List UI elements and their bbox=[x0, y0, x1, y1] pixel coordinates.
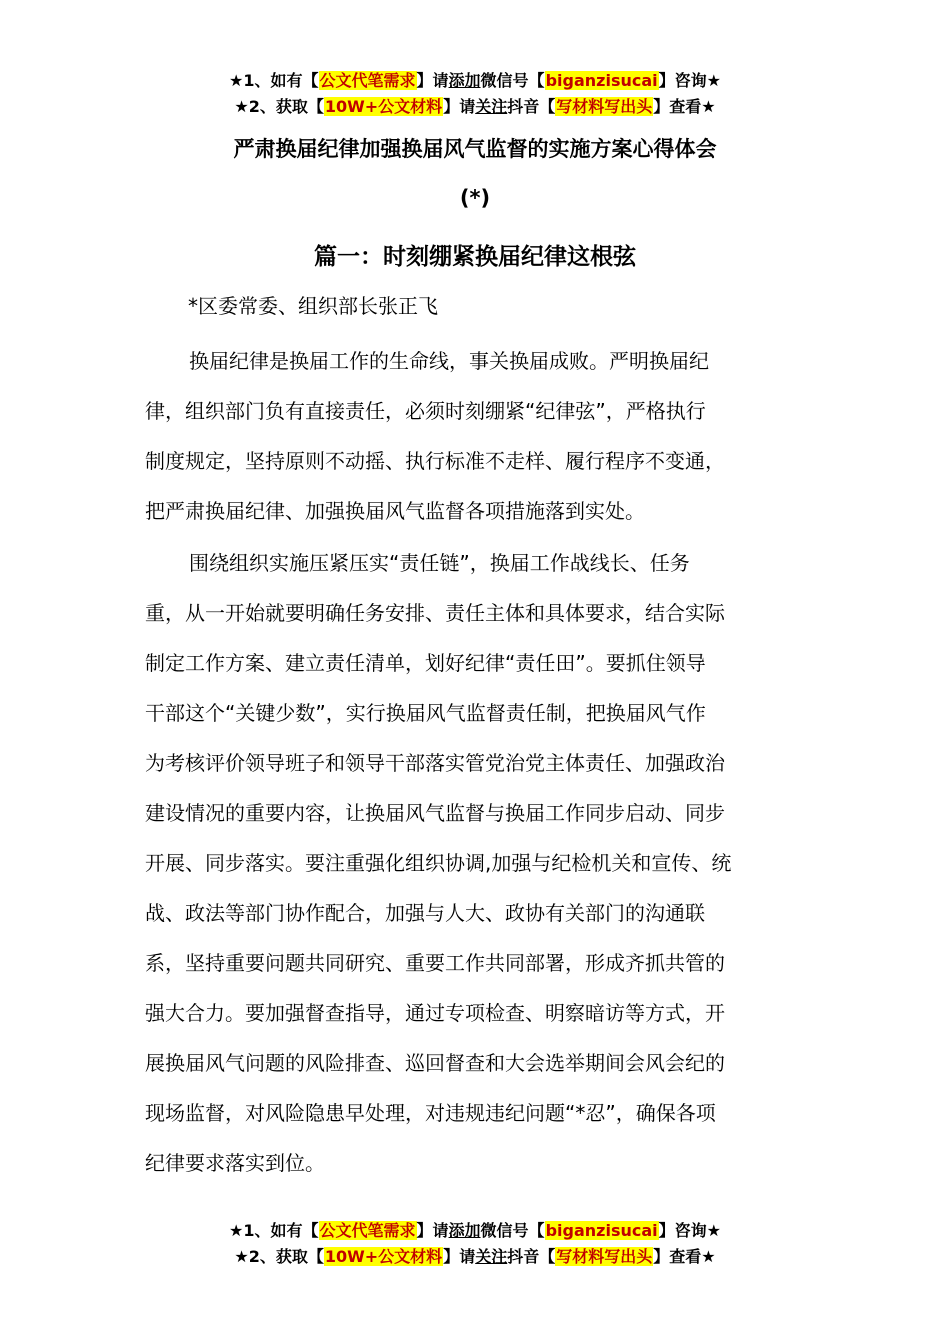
paragraph-line: 战、政法等部门协作配合，加强与人大、政协有关部门的沟通联 bbox=[145, 901, 705, 925]
promo-line-2: ★2、获取【10W+公文材料】请关注抖音【写材料写出头】查看★ bbox=[234, 1247, 716, 1266]
paragraph-2 bbox=[145, 538, 810, 1188]
paragraph-line: 展换届风气问题的风险排查、巡回督查和大会选举期间会风会纪的 bbox=[145, 1051, 725, 1075]
promo-tag-ghostwriting: 公文代笔需求 bbox=[319, 1221, 416, 1240]
promo-banner-bottom bbox=[0, 1218, 950, 1270]
paragraph-line: 律，组织部门负有直接责任，必须时刻绷紧“纪律弦”，严格执行 bbox=[145, 399, 706, 423]
paragraph-1 bbox=[145, 336, 810, 536]
promo-tag-materials: 10W+公文材料 bbox=[324, 1247, 443, 1266]
promo-tag-ghostwriting: 公文代笔需求 bbox=[319, 71, 416, 90]
section-heading: 篇一：时刻绷紧换届纪律这根弦 bbox=[314, 244, 636, 270]
paragraph-line: 开展、同步落实。要注重强化组织协调,加强与纪检机关和宣传、统 bbox=[145, 851, 732, 875]
promo-line-2: ★2、获取【10W+公文材料】请关注抖音【写材料写出头】查看★ bbox=[234, 97, 716, 116]
paragraph-line: 纪律要求落实到位。 bbox=[145, 1151, 325, 1175]
promo-wechat-id: biganzisucai bbox=[545, 1221, 658, 1240]
paragraph-line: 系，坚持重要问题共同研究、重要工作共同部署，形成齐抓共管的 bbox=[145, 951, 725, 975]
promo-banner-top bbox=[0, 68, 950, 120]
document-title: 严肃换届纪律加强换届风气监督的实施方案心得体会 bbox=[233, 137, 717, 161]
promo-line-1: ★1、如有【公文代笔需求】请添加微信号【biganzisucai】咨询★ bbox=[229, 71, 721, 90]
paragraph-line: 制定工作方案、建立责任清单，划好纪律“责任田”。要抓住领导 bbox=[145, 651, 706, 675]
paragraph-line: 为考核评价领导班子和领导干部落实管党治党主体责任、加强政治 bbox=[145, 751, 725, 775]
promo-line-1: ★1、如有【公文代笔需求】请添加微信号【biganzisucai】咨询★ bbox=[229, 1221, 721, 1240]
promo-douyin-account: 写材料写出头 bbox=[556, 1247, 653, 1266]
paragraph-line: 围绕组织实施压紧压实“责任链”，换届工作战线长、任务 bbox=[189, 551, 690, 575]
document-title-suffix: (*) bbox=[459, 186, 491, 210]
paragraph-line: 建设情况的重要内容，让换届风气监督与换届工作同步启动、同步 bbox=[145, 801, 725, 825]
paragraph-line: 把严肃换届纪律、加强换届风气监督各项措施落到实处。 bbox=[145, 499, 645, 523]
promo-tag-materials: 10W+公文材料 bbox=[324, 97, 443, 116]
promo-douyin-account: 写材料写出头 bbox=[556, 97, 653, 116]
paragraph-line: 强大合力。要加强督查指导，通过专项检查、明察暗访等方式，开 bbox=[145, 1001, 725, 1025]
promo-wechat-id: biganzisucai bbox=[545, 71, 658, 90]
author-line: *区委常委、组织部长张正飞 bbox=[188, 294, 438, 318]
paragraph-line: 换届纪律是换届工作的生命线，事关换届成败。严明换届纪 bbox=[189, 349, 709, 373]
paragraph-line: 制度规定，坚持原则不动摇、执行标准不走样、履行程序不变通， bbox=[145, 449, 725, 473]
paragraph-line: 干部这个“关键少数”，实行换届风气监督责任制，把换届风气作 bbox=[145, 701, 706, 725]
paragraph-line: 重，从一开始就要明确任务安排、责任主体和具体要求，结合实际 bbox=[145, 601, 725, 625]
paragraph-line: 现场监督，对风险隐患早处理，对违规违纪问题“*忍”，确保各项 bbox=[145, 1101, 716, 1125]
